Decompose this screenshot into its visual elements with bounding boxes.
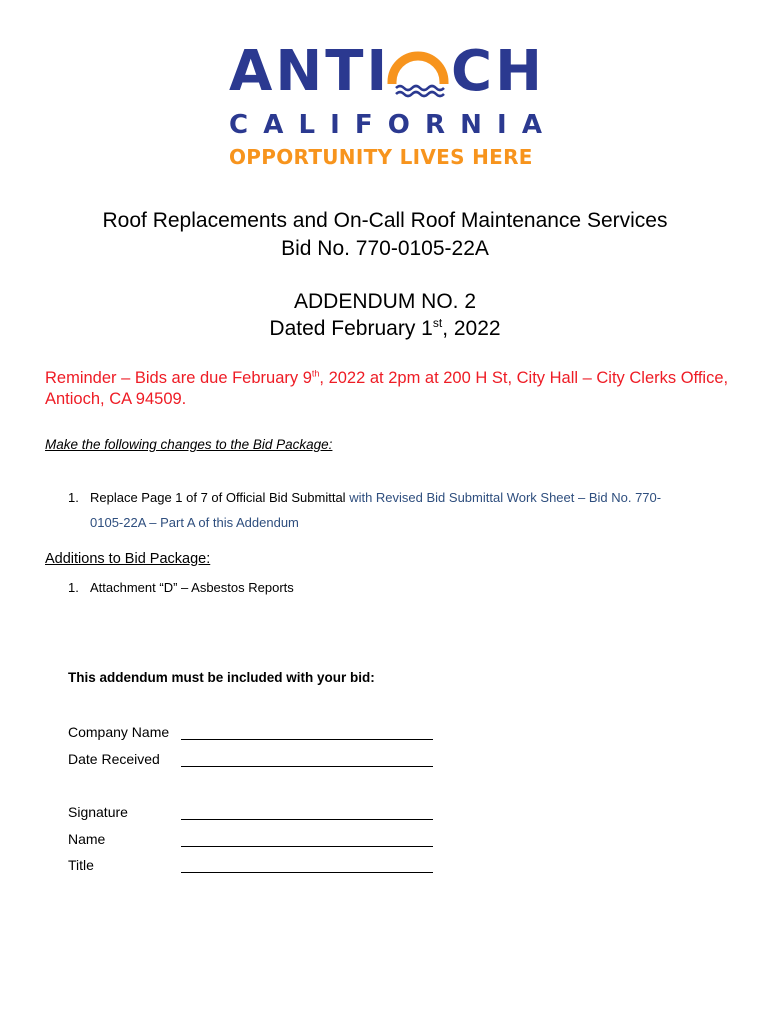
logo-state-letter: L bbox=[298, 110, 316, 140]
additions-heading: Additions to Bid Package: bbox=[45, 551, 211, 567]
logo-state-name bbox=[229, 112, 542, 138]
document-title: Roof Replacements and On-Call Roof Maintenance Services bbox=[102, 209, 668, 232]
logo-state-letter: N bbox=[460, 110, 482, 140]
logo-state-letter: I bbox=[497, 110, 507, 140]
company-name-field[interactable] bbox=[181, 739, 433, 740]
logo-state-letter: A bbox=[521, 110, 542, 140]
changes-heading: Make the following changes to the Bid Package: bbox=[45, 437, 333, 452]
addendum-date: Dated February 1st, 2022 bbox=[269, 316, 501, 340]
bid-due-reminder: Reminder – Bids are due February 9th, 2022 at 2pm at 200 H St, City Hall – City Clerks Office, Antioch, CA 94509. bbox=[45, 368, 729, 408]
name-field[interactable] bbox=[181, 846, 433, 847]
logo-state-letter: O bbox=[387, 110, 410, 140]
company-name-label: Company Name bbox=[68, 724, 170, 740]
logo-state-letter: C bbox=[229, 110, 249, 140]
logo-state-letter: A bbox=[263, 110, 284, 140]
change-item: 1. Replace Page 1 of 7 of Official Bid Submittal with Revised Bid Submittal Work Sheet – Bid No. 770- bbox=[68, 490, 662, 505]
addition-item: 1. Attachment “D” – Asbestos Reports bbox=[68, 580, 294, 595]
logo-word-left: ANTI bbox=[229, 39, 391, 104]
signature-field[interactable] bbox=[181, 819, 433, 820]
logo-state-letter: I bbox=[330, 110, 340, 140]
bid-number: Bid No. 770-0105-22A bbox=[281, 237, 489, 260]
title-field[interactable] bbox=[181, 872, 433, 873]
logo-state-letter: F bbox=[354, 110, 373, 140]
name-label: Name bbox=[68, 831, 106, 847]
logo-state-letter: R bbox=[425, 110, 446, 140]
title-label: Title bbox=[68, 857, 94, 873]
logo-tagline: OPPORTUNITY LIVES HERE bbox=[229, 145, 533, 169]
change-item-continuation: 0105-22A – Part A of this Addendum bbox=[90, 515, 299, 530]
sun-over-water-icon bbox=[384, 44, 452, 108]
logo-word-right: CH bbox=[451, 39, 545, 104]
date-received-field[interactable] bbox=[181, 766, 433, 767]
signature-label: Signature bbox=[68, 804, 128, 820]
date-received-label: Date Received bbox=[68, 751, 160, 767]
addendum-number: ADDENDUM NO. 2 bbox=[293, 290, 477, 313]
signoff-heading: This addendum must be included with your bid: bbox=[68, 670, 375, 685]
